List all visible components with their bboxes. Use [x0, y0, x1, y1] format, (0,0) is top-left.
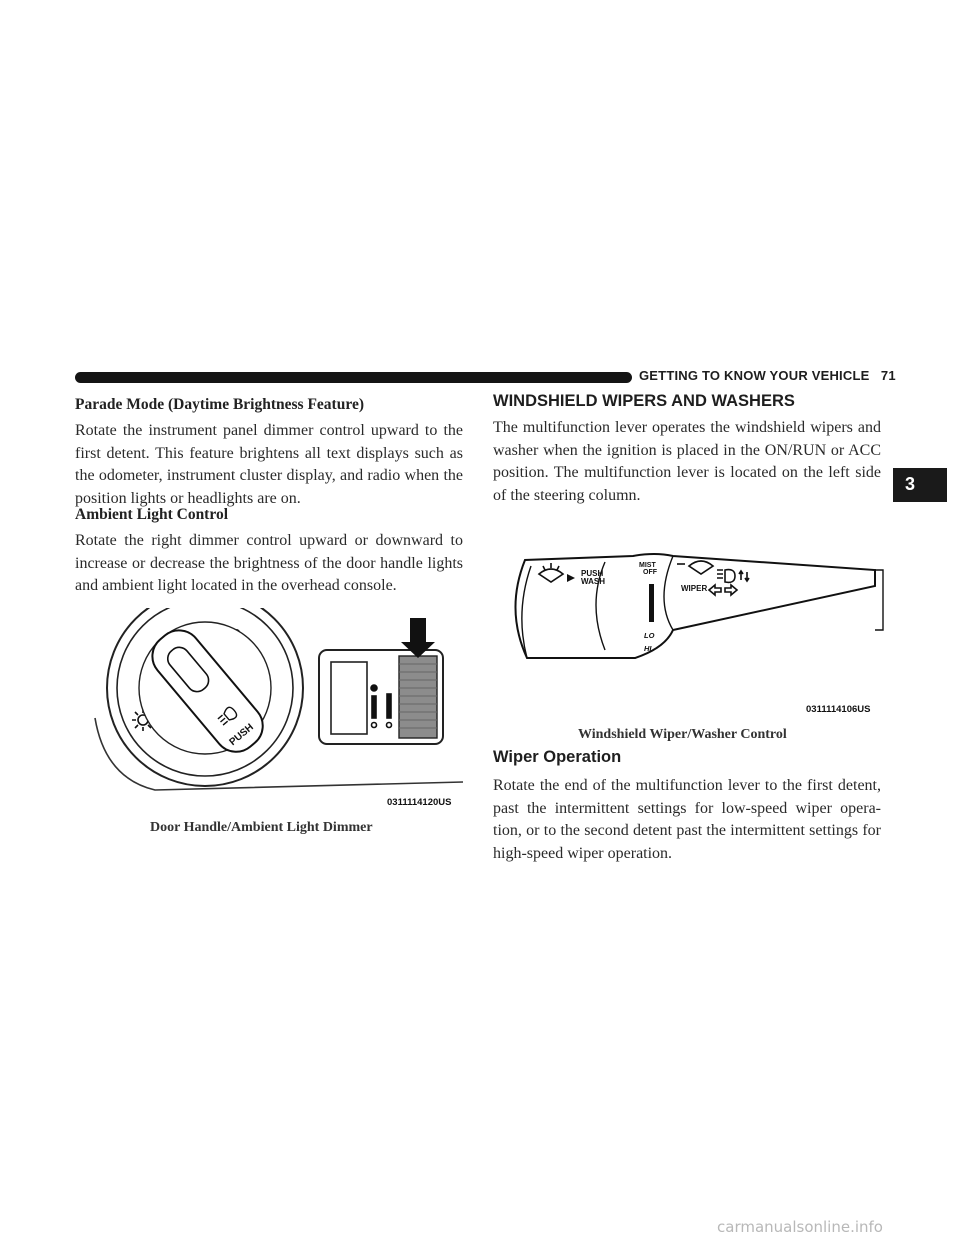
parade-mode-paragraph: Rotate the instrument panel dimmer control upward to the first detent. This feature brightens all text displays such as the odometer, instrument cluster display, and radio when the position lights or headlights are on.	[75, 422, 463, 507]
headlamp-switch-illustration	[85, 608, 465, 806]
lo-label: LO	[644, 631, 655, 640]
multifunction-lever-illustration	[505, 550, 885, 670]
left-figure-code: 0311114120US	[387, 797, 452, 808]
wiper-label: WIPER	[681, 584, 708, 593]
ambient-light-heading: Ambient Light Control	[75, 506, 229, 523]
windshield-section-heading: WINDSHIELD WIPERS AND WASHERS	[493, 392, 795, 410]
mist-label: MIST	[639, 562, 656, 569]
wiper-operation-heading: Wiper Operation	[493, 748, 622, 766]
header-section-title: GETTING TO KNOW YOUR VEHICLE	[639, 368, 870, 383]
push-label-lever: PUSH	[581, 569, 604, 578]
hi-label: HI	[644, 644, 652, 653]
wiper-speed-bar	[649, 584, 654, 622]
running-header	[639, 368, 896, 383]
chapter-tab	[893, 468, 947, 502]
dimmer-thumbwheel	[399, 656, 437, 738]
windshield-intro-paragraph: The multifunction lever operates the windshield wipers and washer when the ignition is placed in the ON/RUN or ACC position. The multifunction lever is located on the left side of the steering column.	[493, 419, 881, 504]
ambient-light-paragraph: Rotate the right dimmer control upward or downward to increase or decrease the brightness of the door handle lights and ambient light located in the overhead console.	[75, 532, 463, 594]
right-figure-caption: Windshield Wiper/Washer Control	[578, 727, 787, 742]
watermark-text: carmanualsonline.info	[717, 1218, 883, 1236]
push-label: PUSH	[227, 721, 256, 749]
left-figure-caption: Door Handle/Ambient Light Dimmer	[150, 820, 373, 835]
page-number: 71	[880, 368, 896, 383]
wiper-operation-paragraph: Rotate the end of the multifunction lever to the first detent, past the intermittent settings for low-speed wiper opera- tion, or to the second detent past the intermittent settings for high-speed wiper operation.	[493, 777, 881, 862]
parade-mode-heading: Parade Mode (Daytime Brightness Feature)	[75, 396, 364, 413]
right-figure-code: 0311114106US	[806, 704, 871, 715]
wash-label: WASH	[581, 577, 605, 586]
chapter-tab-number: 3	[904, 474, 915, 494]
header-rule	[75, 372, 632, 383]
off-label: OFF	[643, 569, 657, 576]
